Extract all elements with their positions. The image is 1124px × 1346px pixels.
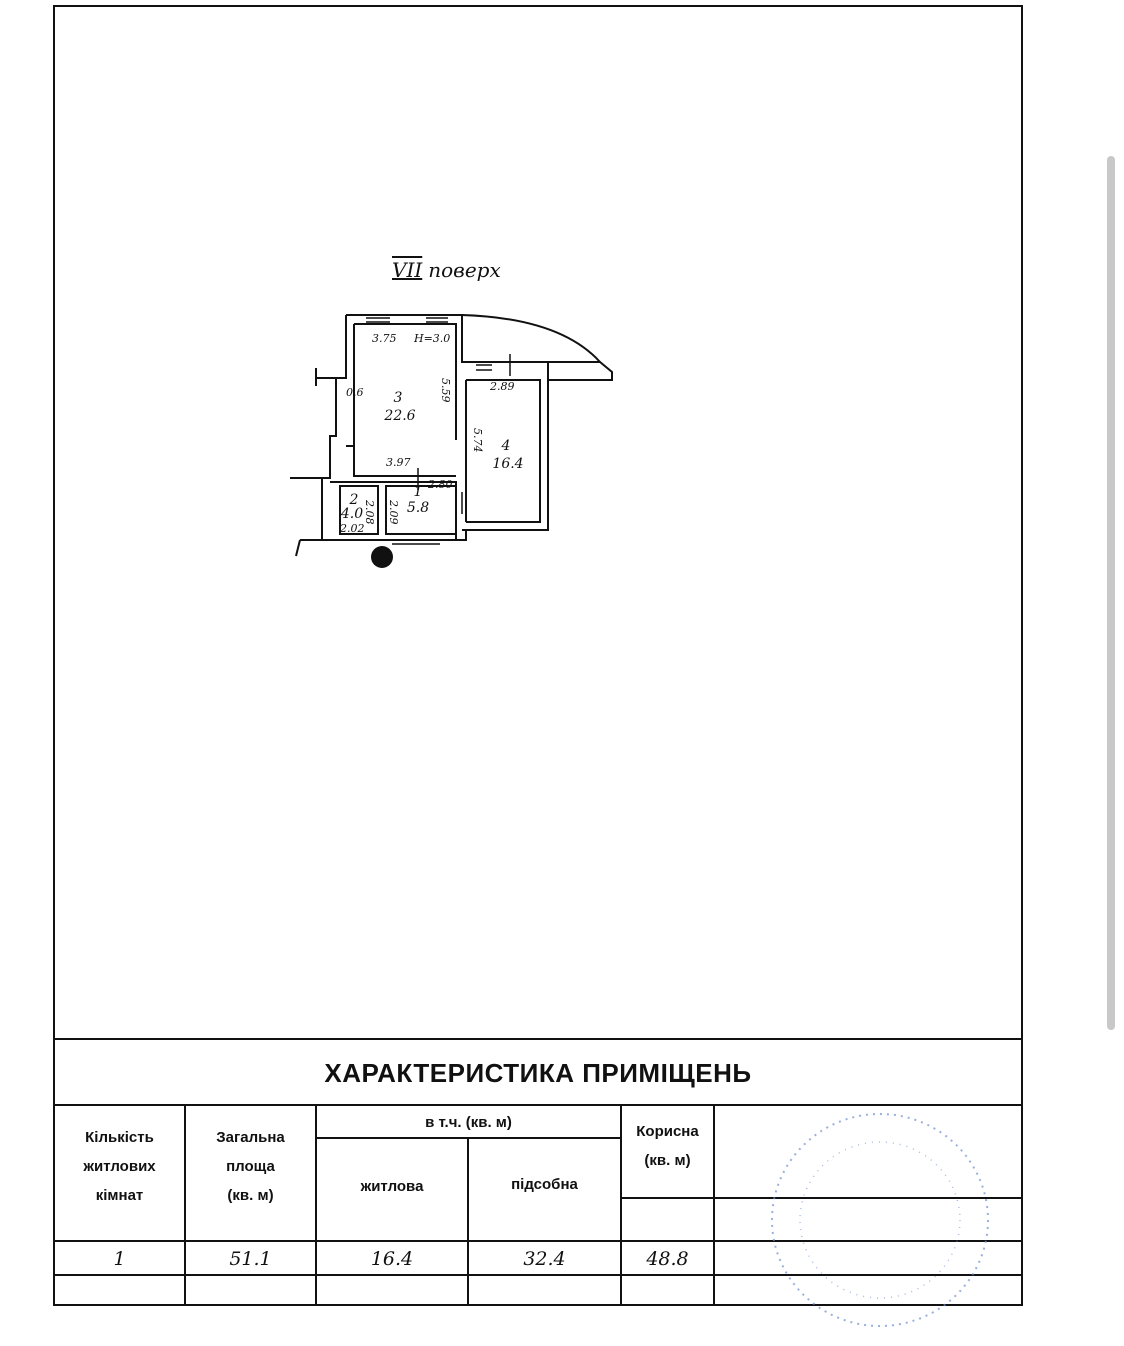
value-total-area: 51.1 xyxy=(229,1248,272,1270)
balcony-outline xyxy=(462,315,600,362)
room4-area: 16.4 xyxy=(492,456,524,472)
floor-number: VII xyxy=(392,258,423,282)
header-total-area: Загальна площа (кв. м) xyxy=(216,1129,285,1204)
grid-line xyxy=(713,1104,715,1306)
dim-wall: 0.6 xyxy=(346,386,364,399)
stamp-mark xyxy=(768,1106,998,1332)
value-rooms-count: 1 xyxy=(113,1248,126,1270)
dim-room4-width: 2.89 xyxy=(490,380,515,393)
header-living: житлова xyxy=(360,1177,424,1195)
header-useful: Корисна (кв. м) xyxy=(636,1123,699,1169)
table-title: ХАРАКТЕРИСТИКА ПРИМІЩЕНЬ xyxy=(324,1057,752,1088)
riser-marker xyxy=(371,546,393,568)
value-useful: 48.8 xyxy=(646,1248,689,1270)
dim-room2-width: 2.02 xyxy=(340,522,365,535)
room4-number: 4 xyxy=(501,438,511,454)
room3-number: 3 xyxy=(393,390,403,406)
room3-area: 22.6 xyxy=(384,408,416,424)
header-rooms-count: Кількість житлових кімнат xyxy=(83,1129,156,1204)
value-living: 16.4 xyxy=(370,1248,414,1270)
room1-number: 1 xyxy=(413,484,423,500)
header-auxiliary: підсобна xyxy=(511,1175,578,1193)
value-auxiliary: 32.4 xyxy=(523,1248,566,1270)
vertical-scrollbar[interactable] xyxy=(1107,156,1115,1030)
room1-area: 5.8 xyxy=(406,500,430,516)
dim-room2-a: 2.08 xyxy=(363,500,376,525)
floor-word: поверх xyxy=(428,258,501,282)
dim-room3-width: 3.97 xyxy=(386,456,411,469)
dim-room1-width: 2.80 xyxy=(428,478,453,491)
room2-number: 2 xyxy=(349,492,359,508)
header-incl: в т.ч. (кв. м) xyxy=(425,1113,512,1131)
dim-top-width: 3.75 xyxy=(372,332,397,345)
dim-room4-len: 5.74 xyxy=(471,428,484,453)
dim-room2-b: 2.09 xyxy=(387,500,400,525)
dim-height: H=3.0 xyxy=(414,332,451,345)
grid-line xyxy=(467,1137,469,1306)
room2-area: 4.0 xyxy=(340,506,364,522)
dim-room3-len: 5.59 xyxy=(439,378,452,403)
